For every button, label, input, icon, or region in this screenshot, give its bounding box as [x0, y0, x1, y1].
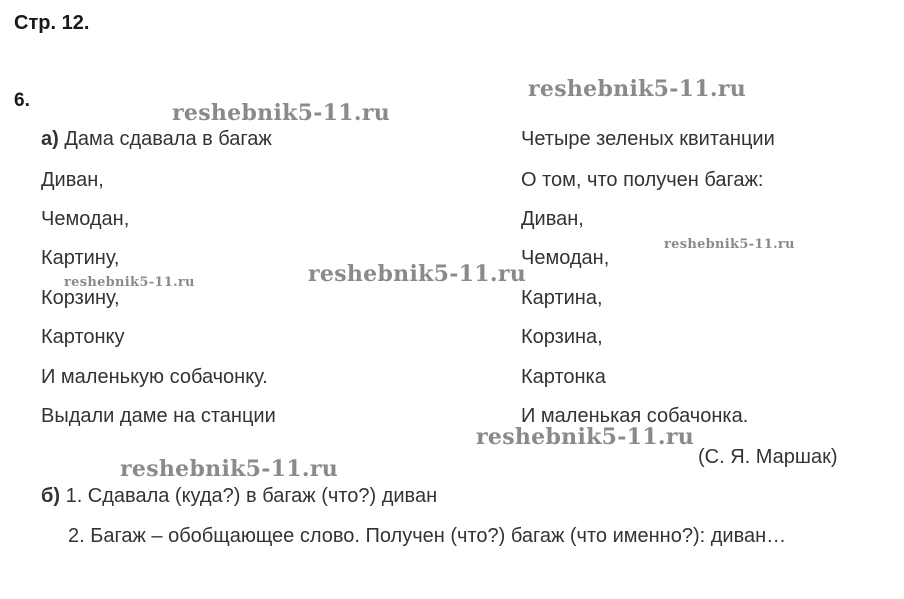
part-b-label: б)	[41, 485, 61, 507]
attribution: (С. Я. Маршак)	[698, 446, 838, 468]
poem-line-right: Корзина,	[521, 326, 603, 348]
poem-line-right: Картина,	[521, 287, 603, 309]
poem-line-right: Чемодан,	[521, 247, 610, 269]
poem-line-left: Чемодан,	[41, 208, 130, 230]
watermark: reshebnik5-11.ru	[664, 237, 795, 252]
watermark: reshebnik5-11.ru	[308, 261, 527, 287]
part-b-line-1: б) 1. Сдавала (куда?) в багаж (что?) диван	[41, 485, 438, 507]
part-a-label: а)	[41, 128, 59, 150]
poem-line-right: И маленькая собачонка.	[521, 405, 749, 427]
watermark: reshebnik5-11.ru	[120, 456, 339, 482]
poem-line-left: Картину,	[41, 247, 120, 269]
poem-line-right: Диван,	[521, 208, 584, 230]
watermark: reshebnik5-11.ru	[476, 424, 695, 450]
poem-line-left: Корзину,	[41, 287, 120, 309]
watermark: reshebnik5-11.ru	[528, 76, 747, 102]
poem-line-left: а) Дама сдавала в багаж	[41, 128, 272, 150]
page-label: Стр. 12.	[14, 12, 90, 34]
poem-line-left: Картонку	[41, 326, 125, 348]
poem-line-right: Картонка	[521, 366, 606, 388]
part-b-line-2: 2. Багаж – обобщающее слово. Получен (что?) багаж (что именно?): диван…	[68, 525, 787, 547]
watermark: reshebnik5-11.ru	[172, 100, 391, 126]
task-number: 6.	[14, 90, 30, 111]
watermark: reshebnik5-11.ru	[64, 275, 195, 290]
poem-line-left: И маленькую собачонку.	[41, 366, 268, 388]
poem-line-left: Диван,	[41, 169, 104, 191]
poem-line-left: Выдали даме на станции	[41, 405, 276, 427]
poem-line-right: О том, что получен багаж:	[521, 169, 764, 191]
poem-line-right: Четыре зеленых квитанции	[521, 128, 775, 150]
